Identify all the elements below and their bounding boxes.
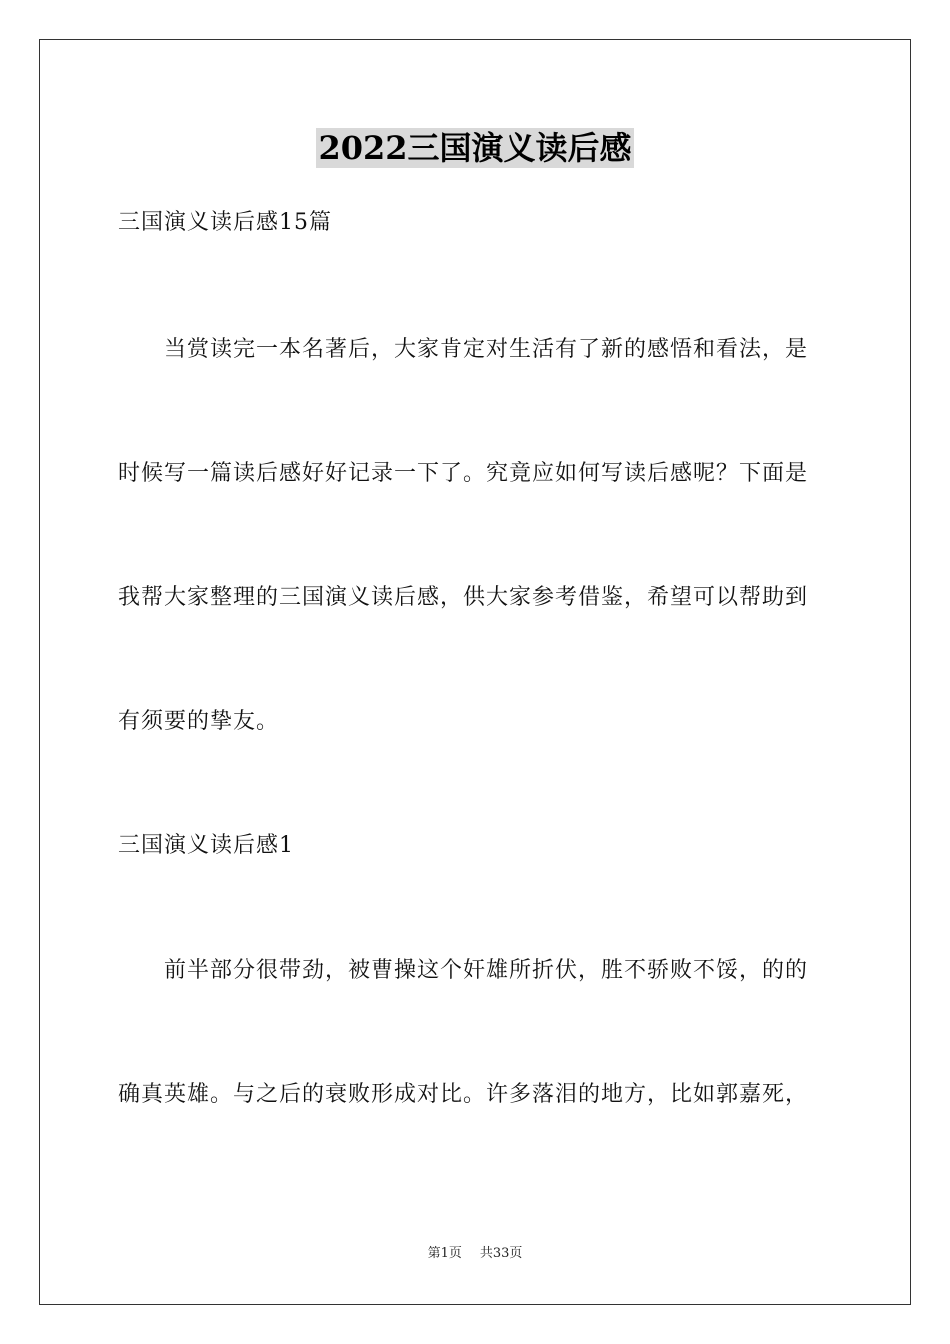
document-subtitle: 三国演义读后感15篇 — [118, 210, 332, 235]
intro-line-4: 有须要的挚友。 — [118, 709, 280, 734]
section-heading: 三国演义读后感1 — [118, 833, 294, 858]
intro-line-2: 时候写一篇读后感好好记录一下了。究竟应如何写读后感呢？下面是 — [118, 461, 809, 486]
page-number: 第1页 — [427, 1246, 462, 1261]
page-total: 共33页 — [479, 1246, 523, 1261]
intro-line-1: 当赏读完一本名著后，大家肯定对生活有了新的感悟和看法，是 — [164, 337, 809, 362]
intro-line-3: 我帮大家整理的三国演义读后感，供大家参考借鉴，希望可以帮助到 — [118, 585, 809, 610]
section-line-2: 确真英雄。与之后的衰败形成对比。许多落泪的地方，比如郭嘉死， — [118, 1082, 809, 1107]
title-container — [0, 128, 950, 168]
page-footer — [0, 1245, 950, 1263]
section-line-1: 前半部分很带劲，被曹操这个奸雄所折伏，胜不骄败不馁，的的 — [164, 958, 809, 983]
document-title: 2022三国演义读后感 — [318, 129, 632, 167]
